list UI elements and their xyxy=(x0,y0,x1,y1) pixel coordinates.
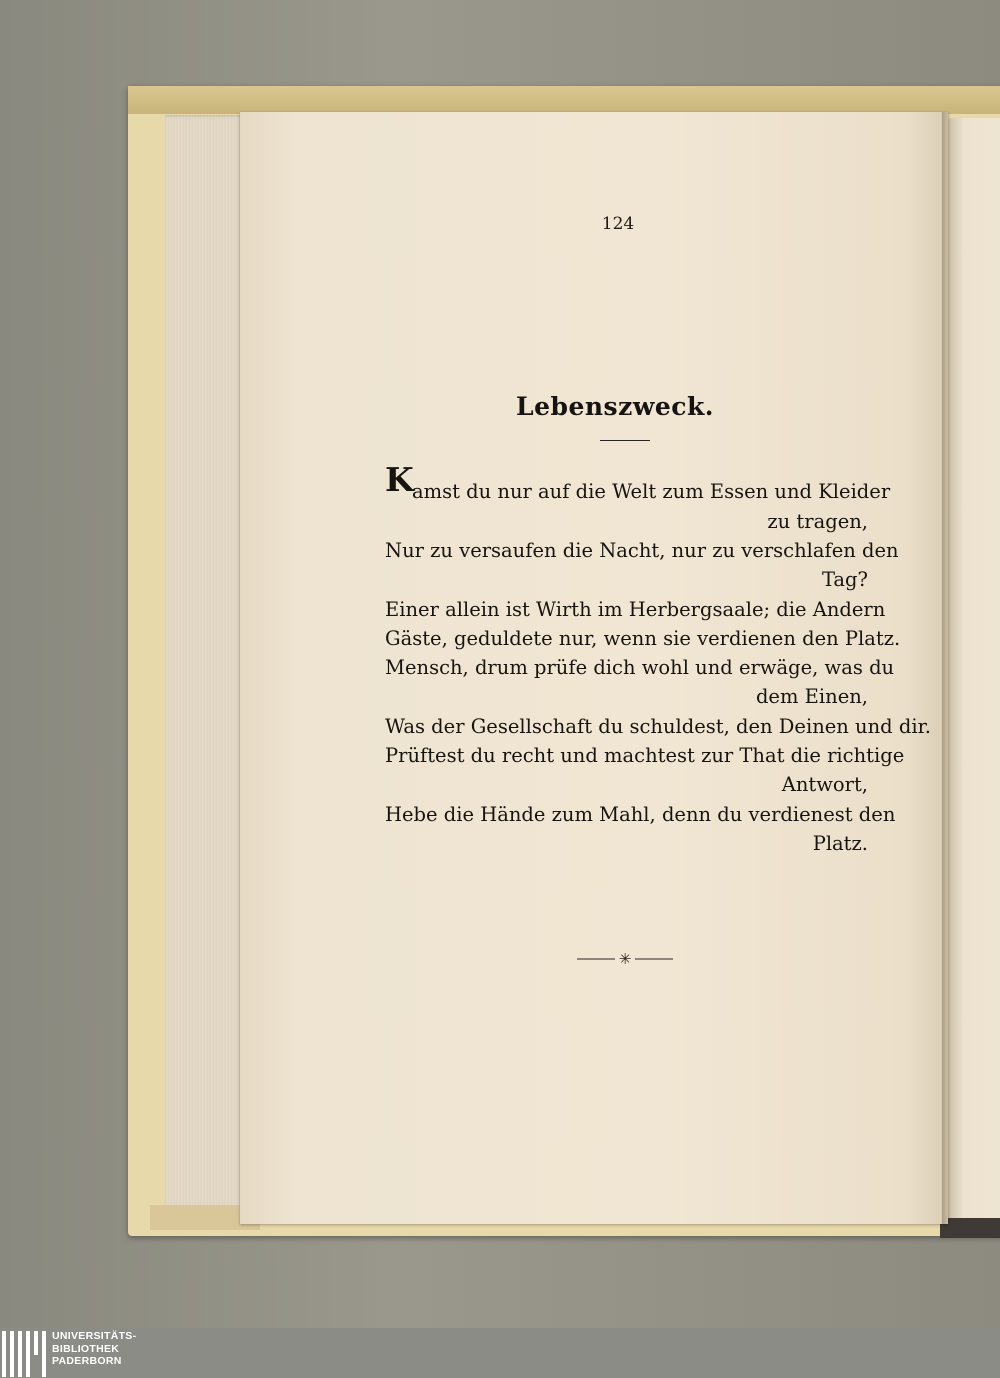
poem-title: Lebenszweck. xyxy=(516,392,714,421)
page-number: 124 xyxy=(601,214,635,234)
poem-line-continuation: Tag? xyxy=(821,568,868,591)
poem-line: Mensch, drum prüfe dich wohl und erwäge, was du xyxy=(385,656,895,679)
facing-page xyxy=(946,118,1000,1218)
poem-line-continuation: Platz. xyxy=(812,832,868,855)
poem-line: Was der Gesellschaft du schuldest, den Deinen und dir. xyxy=(385,715,931,738)
poem-line-continuation: dem Einen, xyxy=(755,685,868,708)
poem-line: Gäste, geduldete nur, wenn sie verdienen den Platz. xyxy=(385,627,901,650)
drop-cap: K xyxy=(385,460,414,499)
book-cover-top-edge xyxy=(128,86,1000,114)
poem-line: Hebe die Hände zum Mahl, denn du verdienest den xyxy=(385,803,896,826)
poem-line: Prüftest du recht und machtest zur That die richtige xyxy=(385,744,905,767)
library-logo-text xyxy=(52,1330,252,1368)
ornament-divider xyxy=(575,947,675,971)
logo-line: UNIVERSITÄTS- xyxy=(52,1330,137,1342)
poem-line: Nur zu versaufen die Nacht, nur zu verschlafen den xyxy=(385,539,899,562)
title-rule xyxy=(600,440,650,441)
page-edges xyxy=(165,115,243,1225)
logo-line: BIBLIOTHEK xyxy=(52,1342,120,1355)
gutter-shadow xyxy=(942,112,950,1224)
poem-line: amst du nur auf die Welt zum Essen und Kleider xyxy=(412,480,891,503)
poem-line-continuation: zu tragen, xyxy=(767,510,868,533)
poem-line: Einer allein ist Wirth im Herbergsaale; die Andern xyxy=(385,598,886,621)
logo-line: PADERBORN xyxy=(52,1355,122,1367)
poem-line-continuation: Antwort, xyxy=(781,773,868,796)
ornament-star: ✳ xyxy=(618,950,632,968)
